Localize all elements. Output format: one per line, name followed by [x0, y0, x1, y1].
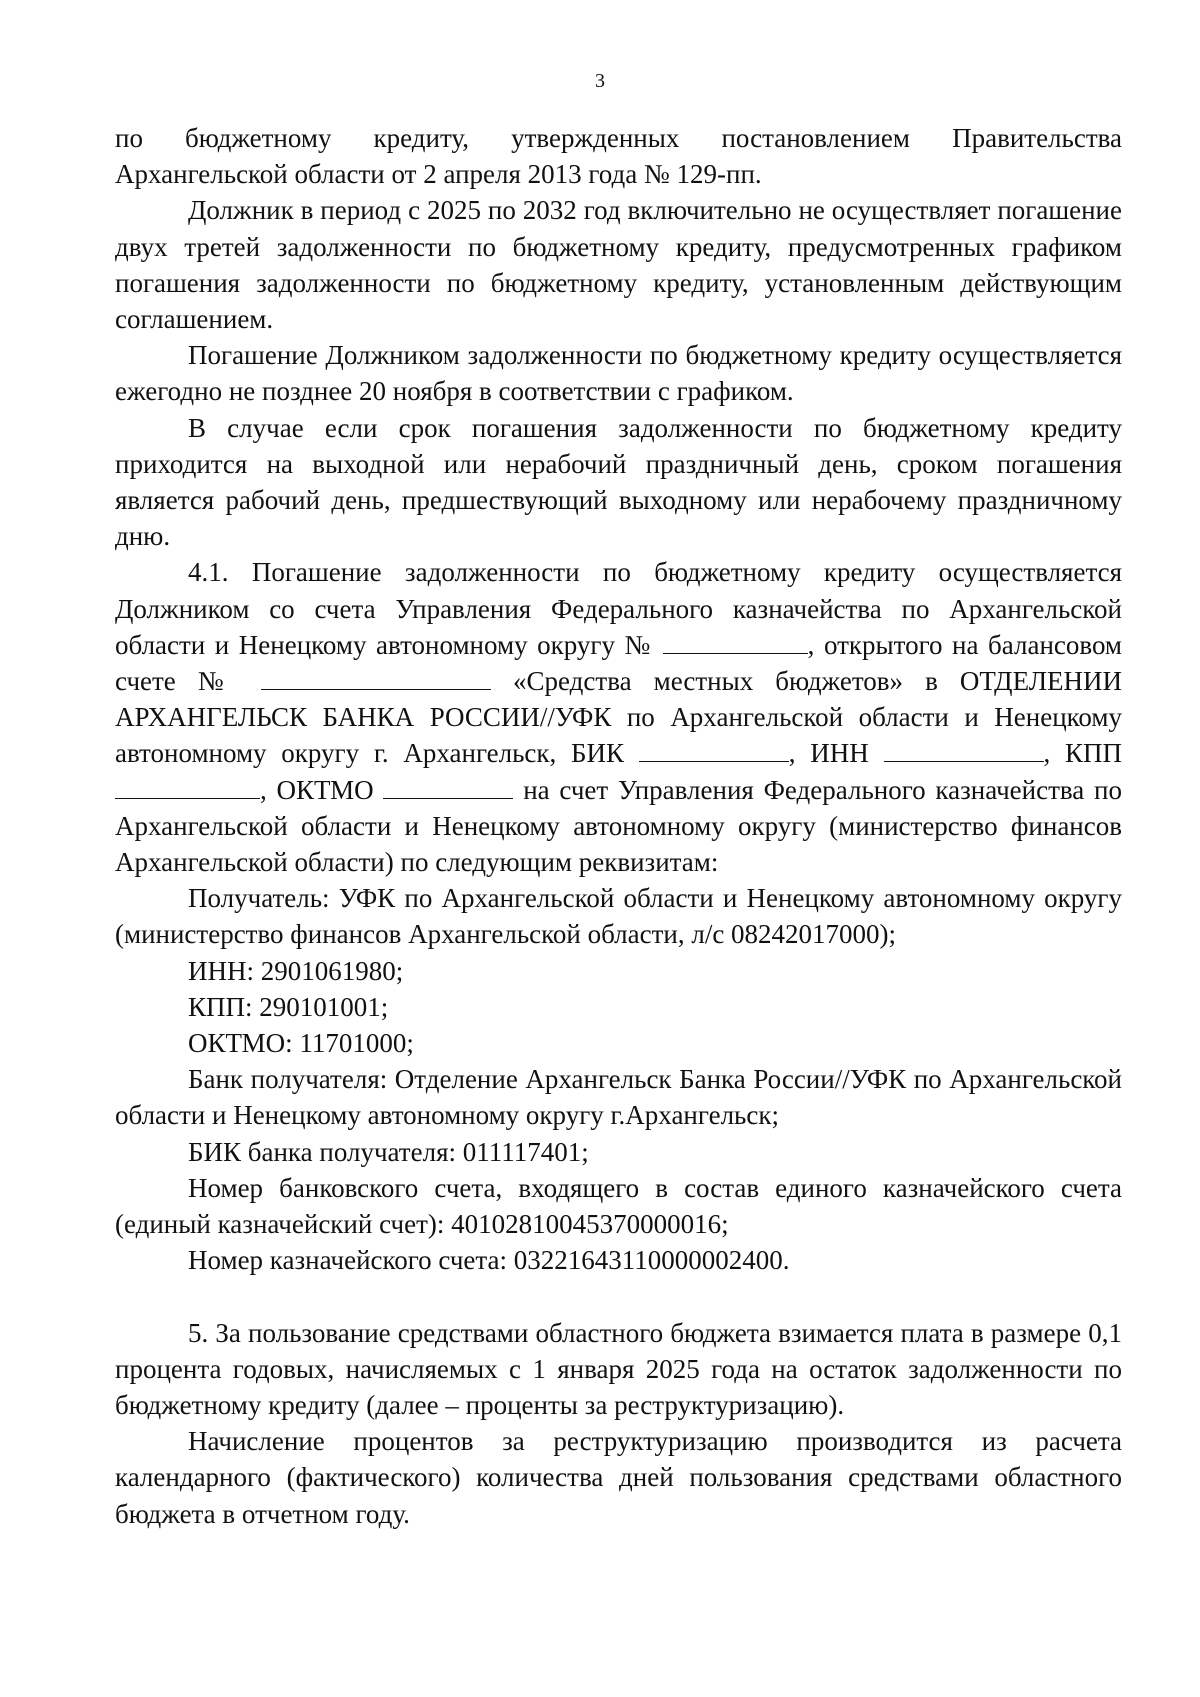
- kpp-blank: [115, 776, 260, 799]
- oktmo-blank: [383, 776, 513, 799]
- paragraph-bank-account: Номер банковского счета, входящего в состав единого казначейского счета (единый казначейский счет): 40102810045370000016;: [115, 1172, 1122, 1240]
- paragraph-treasury-account: Номер казначейского счета: 03221643110000002400.: [188, 1245, 790, 1276]
- paragraph-5-interest-fee: 5. За пользование средствами областного бюджета взимается плата в размере 0,1 процента годовых, начисляемых с 1 января 2025 года на остаток задолженности по бюджетному кредиту (далее – проценты за реструктуризацию).: [115, 1317, 1122, 1420]
- balance-account-blank: [261, 667, 491, 690]
- paragraph-interest-calculation: Начисление процентов за реструктуризацию производится из расчета календарного (фактического) количества дней пользования средствами областного бюджета в отчетном году.: [115, 1426, 1122, 1529]
- paragraph-inn: ИНН: 2901061980;: [188, 955, 404, 986]
- paragraph-4-1-repayment-account: [115, 554, 1122, 880]
- text-segment: , открытого на балансовом счете №: [115, 629, 1123, 697]
- paragraph-recipient: Получатель: УФК по Архангельской области и Ненецкому автономному округу (министерство финансов Архангельской области, л/с 08242017000);: [115, 883, 1122, 950]
- paragraph-holiday-rule: В случае если срок погашения задолженности по бюджетному кредиту приходится на выходной или нерабочий праздничный день, сроком погашения является рабочий день, предшествующий выходному или нерабочему праздничному дню.: [115, 412, 1122, 552]
- text-segment: «Средства местных бюджетов» в ОТДЕЛЕНИИ АРХАНГЕЛЬСК БАНКА РОССИИ//УФК по Архангельской области и Ненецкому автономному округу г. Архангельск, БИК: [115, 666, 1123, 769]
- paragraph-credit-rules: по бюджетному кредиту, утвержденных постановлением Правительства Архангельской области от 2 апреля 2013 года № 129-пп.: [115, 123, 1122, 190]
- text-segment: 4.1. Погашение задолженности по бюджетному кредиту осуществляется Должником со счета Управления Федерального казначейства по Архангельской области и Ненецкому автономному округу №: [115, 557, 1122, 660]
- bik-blank: [639, 739, 789, 762]
- paragraph-debtor-deferral: Должник в период с 2025 по 2032 год включительно не осуществляет погашение двух третей задолженности по бюджетному кредиту, предусмотренных графиком погашения задолженности по бюджетному кредиту, установленным действующим соглашением.: [115, 195, 1122, 335]
- paragraph-recipient-bank: Банк получателя: Отделение Архангельск Банка России//УФК по Архангельской области и Ненецкому автономному округу г.Архангельск;: [115, 1064, 1122, 1131]
- paragraph-recipient-bik: БИК банка получателя: 011117401;: [188, 1136, 589, 1167]
- account-number-blank: [663, 631, 808, 654]
- page-number: 3: [595, 70, 605, 92]
- text-segment: , ОКТМО: [260, 774, 374, 805]
- paragraph-oktmo: ОКТМО: 11701000;: [188, 1028, 414, 1059]
- paragraph-repayment-deadline: Погашение Должником задолженности по бюджетному кредиту осуществляется ежегодно не позднее 20 ноября в соответствии с графиком.: [115, 340, 1122, 407]
- paragraph-kpp: КПП: 290101001;: [188, 991, 389, 1022]
- inn-blank: [884, 739, 1044, 762]
- document-body: [115, 120, 1122, 1532]
- text-segment: , КПП: [1043, 738, 1123, 769]
- text-segment: на счет Управления Федерального казначейства по Архангельской области и Ненецкому автономному округу (министерство финансов Архангельской области) по следующим реквизитам:: [115, 774, 1122, 878]
- text-segment: , ИНН: [788, 738, 869, 769]
